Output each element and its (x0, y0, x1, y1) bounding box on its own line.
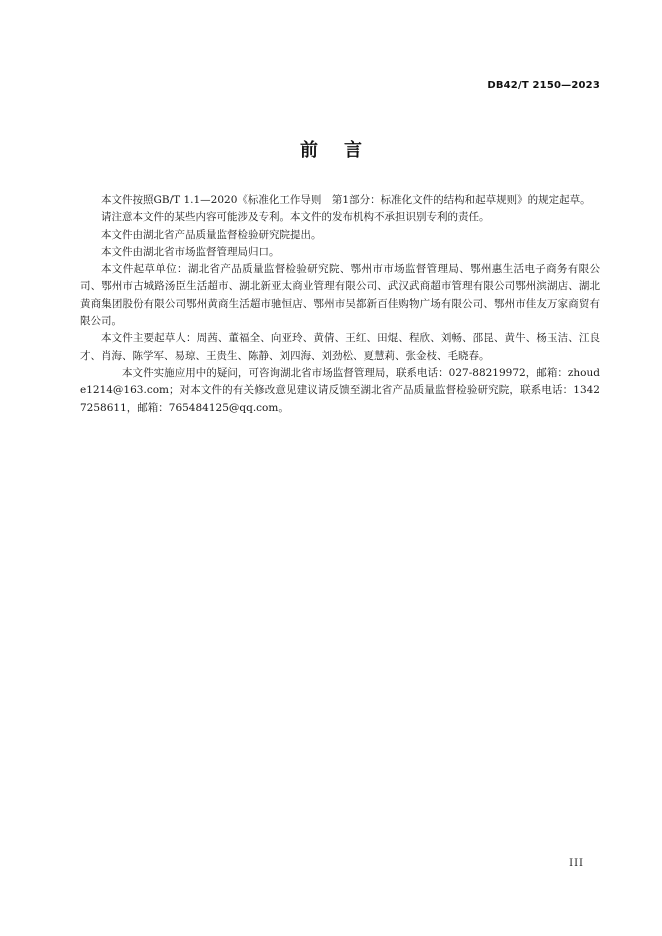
standard-code: DB42/T 2150—2023 (487, 80, 600, 91)
page-number: III (569, 858, 584, 869)
paragraph-drafting-units: 本文件起草单位：湖北省产品质量监督检验研究院、鄂州市市场监督管理局、鄂州惠生活电子商务有限公司、鄂州市古城路汤臣生活超市、湖北新亚太商业管理有限公司、武汉武商超市管理有限公司鄂州滨湖店、湖北黄商集团股份有限公司鄂州黄商生活超市驰恒店、鄂州市吴都新百佳购物广场有限公司、鄂州市佳友万家商贸有限公司。 (80, 263, 600, 328)
paragraph-drafters: 本文件主要起草人：周茜、董福全、向亚玲、黄倩、王红、田焜、程欣、刘畅、邵昆、黄牛、杨玉洁、江良才、肖海、陈学军、易琼、王贵生、陈静、刘四海、刘劲松、夏慧莉、张金枝、毛晓春。 (80, 332, 600, 362)
paragraph-proposer: 本文件由湖北省产品质量监督检验研究院提出。 (101, 228, 322, 241)
page-title: 前言 (300, 140, 388, 161)
paragraph-patent-notice: 请注意本文件的某些内容可能涉及专利。本文件的发布机构不承担识别专利的责任。 (101, 211, 490, 224)
paragraph-drafting-rules: 本文件按照GB/T 1.1—2020《标准化工作导则 第1部分：标准化文件的结构和起草规则》的规定起草。 (101, 194, 591, 206)
foreword-body (80, 192, 600, 417)
paragraph-contact-info: 本文件实施应用中的疑问，可咨询湖北省市场监督管理局，联系电话：027-88219972，邮箱：zhoude1214@163.com；对本文件的有关修改意见建议请反馈至湖北省产品质量监督检验研究院，联系电话：13427258611，邮箱：765484125@qq.com。 (80, 366, 600, 414)
paragraph-centralized-unit: 本文件由湖北省市场监督管理局归口。 (101, 245, 280, 258)
